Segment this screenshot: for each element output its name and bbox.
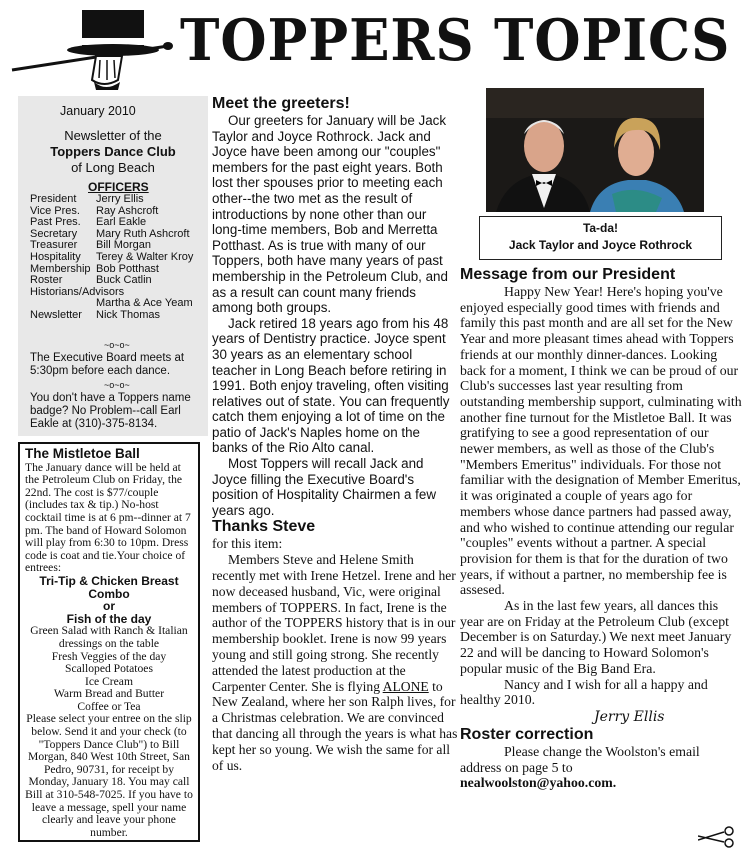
roster-heading: Roster correction	[460, 725, 594, 743]
greeters-paragraph: Most Toppers will recall Jack and Joyce filling the Executive Board's position of Hospitality Chairmen a few years ago.	[212, 456, 437, 518]
scissors-icon	[698, 826, 738, 848]
menu-item: Coffee or Tea	[77, 699, 141, 713]
officer-name: Earl Eakle	[96, 216, 147, 229]
ornament-divider: ~o~o~	[104, 340, 130, 350]
mistletoe-intro: The January dance will be held at the Petroleum Club on Friday, the 22nd. The cost is $77/couple (includes tax & tip.) No-host cocktail time is at 6 pm--dinner at 7 pm. The band of Howard Solomon will play from 6:30 to 10pm. Dress code is coat and tie.Your choice of entrees:	[25, 460, 191, 575]
club-location: of Long Beach	[71, 160, 155, 175]
photo-caption	[479, 216, 722, 260]
issue-date: January 2010	[60, 104, 136, 118]
officer-role: Vice Pres.	[30, 204, 80, 217]
roster-text: Please change the Woolston's email address on page 5 to	[460, 743, 700, 775]
officer-name: Mary Ruth Ashcroft	[96, 227, 190, 240]
officer-role: Secretary	[30, 227, 78, 240]
officer-name: Bill Morgan	[96, 239, 152, 252]
roster-email: nealwoolston@yahoo.com.	[460, 775, 617, 791]
club-name: Toppers Dance Club	[50, 144, 176, 159]
exec-board-note: The Executive Board meets at 5:30pm before each dance.	[30, 352, 185, 377]
officer-role: President	[30, 193, 77, 205]
menu-item: Scalloped Potatoes	[65, 662, 153, 676]
top-hat-cane-logo	[8, 4, 178, 92]
mistletoe-heading: The Mistletoe Ball	[25, 446, 140, 461]
officers-heading: OFFICERS	[88, 180, 149, 194]
thanks-lead: for this item:	[212, 536, 283, 552]
president-paragraph: Happy New Year! Here's hoping you've enjoyed especially good times with friends and family this past month and are all set for the New Year and more pleasant times ahead with Toppers friends at our monthly dinner-dances. Looking back for a moment, I think we can be proud of our Club's successes last year resulting from outstanding membership support, culminating with another fine turnout for the Mistletoe Ball. It was gratifying to see a good representation of our newer members, as well as those of the Club's "Members Emeritus" individuals. For those not familiar with the designation of Member Emeritus, it was originated a couple of years ago for members whose dance partners had passed away, and who wished to continue attending our regular "couples" events without a partner. A special provision for them is that for the duration of two years, if without a partner, no membership fee is assesed.	[460, 284, 742, 598]
officer-role: Treasurer	[30, 239, 78, 252]
masthead	[0, 0, 750, 92]
officer-role: Membership	[30, 262, 91, 275]
officer-name: Buck Catlin	[96, 274, 152, 287]
president-paragraph: Nancy and I wish for all a happy and healthy 2010.	[460, 676, 708, 708]
officer-role: Hospitality	[30, 250, 81, 263]
newsletter-of-line: Newsletter of the	[64, 128, 162, 143]
officer-role: Newsletter	[30, 308, 82, 321]
middle-column	[212, 95, 458, 773]
president-signature: Jerry Ellis	[594, 708, 665, 725]
officer-role: Roster	[30, 274, 63, 287]
president-heading: Message from our President	[460, 266, 676, 283]
president-paragraph: As in the last few years, all dances this year are on Friday at the Petroleum Club (except December is on Saturday.) We next meet January 22 and will be dancing to Howard Solomon's popular music of the Big Band Era.	[460, 598, 732, 676]
ornament-divider: ~o~o~	[104, 380, 130, 390]
thanks-heading: Thanks Steve	[212, 518, 316, 536]
caption-names: Jack Taylor and Joyce Rothrock	[508, 238, 693, 252]
officer-role: Past Pres.	[30, 216, 81, 229]
thanks-text: to New Zealand, where her son Ralph lives, for a Christmas celebration. We are convinced that dancing all through the years is what has kept her so young. We wish the same for all of us.	[212, 678, 458, 773]
officer-name: Ray Ashcroft	[96, 204, 159, 217]
menu-item: Warm Bread and Butter	[53, 687, 165, 701]
name-badge-note: You don't have a Toppers name badge? No Problem--call Earl Eakle at (310)-375-8134.	[30, 392, 191, 430]
thanks-underlined: ALONE	[382, 678, 429, 694]
officer-name: Nick Thomas	[96, 308, 160, 321]
mistletoe-ball-box	[18, 442, 200, 842]
menu-item: Green Salad with Ranch & Italian dressings on the table	[30, 624, 188, 650]
officer-name: Jerry Ellis	[96, 193, 144, 205]
right-column	[460, 266, 744, 791]
officer-role: Historians/Advisors	[30, 285, 125, 298]
roster-body	[460, 744, 744, 775]
officer-name: Martha & Ace Yeam	[96, 297, 193, 310]
entree-or: or	[103, 599, 115, 614]
mistletoe-closing: Please select your entree on the slip below. Send it and your check (to "Toppers Dance Club") to Bill Morgan, 840 West 10th Street, San Pedro, 90731, for receipt by Monday, January 18. You may call Bill at 310-548-7025. If you have to leave a message, spell your name clearly and leave your phone number.	[25, 712, 193, 839]
entree-option-1: Tri-Tip & Chicken Breast Combo	[39, 573, 179, 601]
caption-title: Ta-da!	[582, 221, 619, 235]
couple-photo-illustration	[486, 88, 704, 212]
menu-item: Ice Cream	[85, 674, 133, 688]
greeters-heading: Meet the greeters!	[212, 95, 350, 112]
entree-option-2: Fish of the day	[66, 611, 152, 626]
officer-name: Bob Potthast	[96, 262, 159, 275]
greeters-photo	[486, 88, 704, 212]
menu-item: Fresh Veggies of the day	[51, 649, 167, 663]
greeters-paragraph: Jack retired 18 years ago from his 48 years of Dentistry practice. Joyce spent 30 years as an elementary school teacher in Long Beach before retiring in 1991. Both enjoy traveling, often visiting relatives out of state. You can frequently catch them enjoying a lot of time on the patio of Jack's Naples home on the banks of the Rio Alto canal.	[212, 315, 450, 456]
thanks-text: Members Steve and Helene Smith recently met with Irene Hetzel. Irene and her now deceased husband, Vic, were original members of TOPPERS. In fact, Irene is the author of the TOPPERS history that is in our membership booklet. Irene is now 99 years young and still going strong. She recently attended the latest production at the Carpenter Center. She is flying	[212, 552, 456, 694]
officer-name: Terey & Walter Kroy	[96, 250, 194, 263]
newsletter-title: TOPPERS TOPICS	[180, 7, 731, 74]
newsletter-of	[18, 128, 208, 176]
thanks-body	[212, 552, 458, 773]
greeters-paragraph: Our greeters for January will be Jack Taylor and Joyce Rothrock. Jack and Joyce have been among our "couples" members for the past eight years. Both lost ther spouses prior to meeting each other--the two met as the result of introductions by none other than our long-time members, Bob and Merretta Potthast. As is true with many of our Toppers, both have many years of past membership in the Petroleum Club, and as a result can count many friends among both groups.	[212, 113, 448, 316]
